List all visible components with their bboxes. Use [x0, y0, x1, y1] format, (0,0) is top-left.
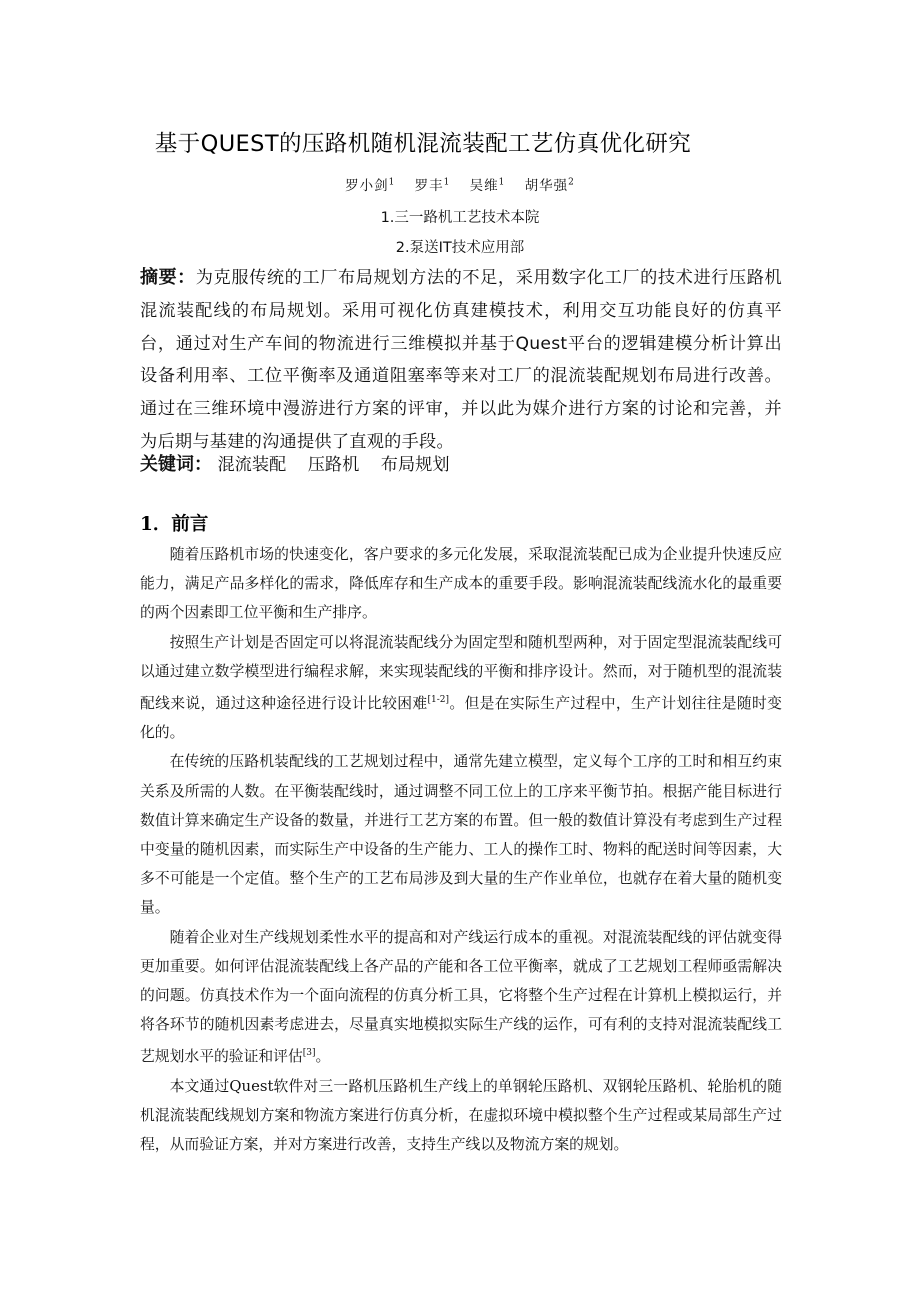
section-heading: 1．前言	[140, 514, 209, 535]
paragraph: 本文通过Quest软件对三一路机压路机生产线上的单钢轮压路机、双钢轮压路机、轮胎机的随机混流装配线规划方案和物流方案进行仿真分析，在虚拟环境中模拟整个生产过程或某局部生产过程，从而验证方案，并对方案进行改善，支持生产线以及物流方案的规划。	[140, 1077, 782, 1153]
paragraph: 按照生产计划是否固定可以将混流装配线分为固定型和随机型两种，对于固定型混流装配线可以通过建立数学模型进行编程求解，来实现装配线的平衡和排序设计。然而，对于随机型的混流装配线来说，通过这种途径进行设计比较困难[1-2]。但是在实际生产过程中，生产计划往往是随时变化的。	[140, 633, 782, 742]
keyword: 压路机	[307, 455, 360, 475]
paragraph: 在传统的压路机装配线的工艺规划过程中，通常先建立模型，定义每个工序的工时和相互约束关系及所需的人数。在平衡装配线时，通过调整不同工位上的工序来平衡节拍。根据产能目标进行数值计算来确定生产设备的数量，并进行工艺方案的布置。但一般的数值计算没有考虑到生产过程中变量的随机因素，而实际生产中设备的生产能力、工人的操作工时、物料的配送时间等因素，大多不可能是一个定值。整个生产的工艺布局涉及到大量的生产作业单位，也就存在着大量的随机变量。	[140, 753, 782, 917]
affiliation: 2.泵送IT技术应用部	[395, 240, 525, 256]
paper-title: 基于QUEST的压路机随机混流装配工艺仿真优化研究	[154, 131, 692, 157]
keywords	[140, 450, 782, 476]
citation: [1-2]	[427, 695, 450, 706]
keywords-label: 关键词：	[140, 454, 212, 475]
author: 胡华强$^2$	[524, 177, 575, 194]
author: 罗小剑$^1$	[345, 177, 396, 194]
abstract-text: 为克服传统的工厂布局规划方法的不足，采用数字化工厂的技术进行压路机混流装配线的布局规划。采用可视化仿真建模技术，利用交互功能良好的仿真平台，通过对生产车间的物流进行三维模拟并基于Quest平台的逻辑建模分析计算出设备利用率、工位平衡率及通道阻塞率等来对工厂的混流装配规划布局进行改善。通过在三维环境中漫游进行方案的评审，并以此为媒介进行方案的讨论和完善，并为后期与基建的沟通提供了直观的手段。	[140, 268, 782, 452]
author-list	[0, 174, 920, 194]
affiliation: 1.三一路机工艺技术本院	[380, 210, 540, 226]
paragraph: 随着压路机市场的快速变化，客户要求的多元化发展，采取混流装配已成为企业提升快速反应能力，满足产品多样化的需求，降低库存和生产成本的重要手段。影响混流装配线流水化的最重要的两个因素即工位平衡和生产排序。	[140, 546, 782, 622]
paragraph: 随着企业对生产线规划柔性水平的提高和对产线运行成本的重视。对混流装配线的评估就变得更加重要。如何评估混流装配线上各产品的产能和各工位平衡率，就成了工艺规划工程师亟需解决的问题。仿真技术作为一个面向流程的仿真分析工具，它将整个生产过程在计算机上模拟运行，并将各环节的随机因素考虑进去，尽量真实地模拟实际生产线的运作，可有利的支持对混流装配线工艺规划水平的验证和评估[3]。	[140, 928, 782, 1066]
keyword: 混流装配	[217, 455, 287, 475]
abstract-label: 摘要：	[140, 267, 196, 288]
author: 吴维$^1$	[469, 177, 506, 194]
keyword: 布局规划	[380, 455, 450, 475]
abstract	[140, 262, 782, 459]
citation: [3]	[302, 1048, 316, 1059]
section-body	[140, 540, 782, 1159]
author: 罗丰$^1$	[414, 177, 451, 194]
